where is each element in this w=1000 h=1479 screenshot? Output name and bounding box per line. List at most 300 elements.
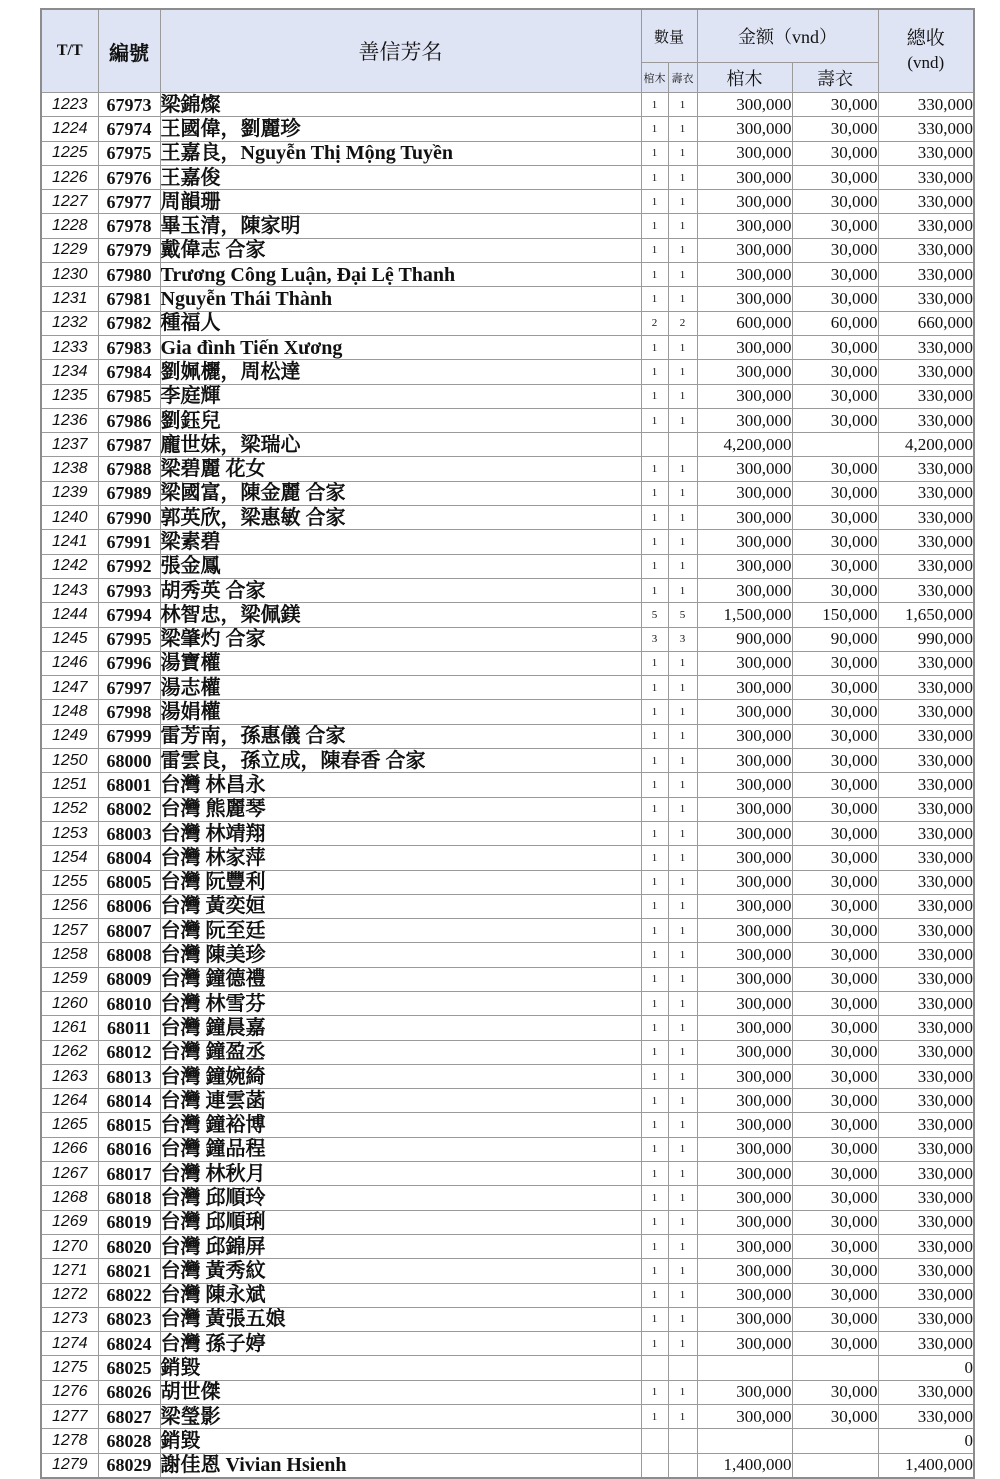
amount-coffin-cell: 300,000: [697, 1210, 792, 1234]
amount-shroud-cell: [792, 1453, 878, 1478]
amount-shroud-cell: 30,000: [792, 749, 878, 773]
tt-cell: 1226: [41, 165, 98, 189]
total-cell: 330,000: [878, 335, 974, 359]
total-cell: 330,000: [878, 724, 974, 748]
tt-cell: 1229: [41, 238, 98, 262]
qty-shroud-cell: 1: [668, 821, 697, 845]
qty-coffin-cell: 1: [641, 1380, 668, 1404]
amount-coffin-cell: 300,000: [697, 1283, 792, 1307]
amount-coffin-cell: 300,000: [697, 1259, 792, 1283]
code-cell: 67975: [98, 141, 160, 165]
donor-name-cell: 湯志權: [160, 676, 641, 700]
amount-shroud-cell: 30,000: [792, 919, 878, 943]
qty-shroud-cell: 1: [668, 1113, 697, 1137]
total-cell: 330,000: [878, 1089, 974, 1113]
total-cell: 330,000: [878, 797, 974, 821]
qty-coffin-cell: 1: [641, 894, 668, 918]
code-cell: 67999: [98, 724, 160, 748]
amount-coffin-cell: 300,000: [697, 1380, 792, 1404]
amount-shroud-cell: 30,000: [792, 1089, 878, 1113]
amount-coffin-cell: 300,000: [697, 676, 792, 700]
qty-coffin-cell: 1: [641, 1113, 668, 1137]
tt-cell: 1259: [41, 967, 98, 991]
qty-shroud-cell: 1: [668, 141, 697, 165]
amount-coffin-cell: 300,000: [697, 724, 792, 748]
amount-shroud-cell: 30,000: [792, 700, 878, 724]
header-qty-coffin: 棺木: [641, 63, 668, 93]
code-cell: 68013: [98, 1064, 160, 1088]
amount-coffin-cell: 300,000: [697, 1064, 792, 1088]
header-quantity: 數量: [641, 9, 697, 63]
qty-coffin-cell: 1: [641, 773, 668, 797]
tt-cell: 1265: [41, 1113, 98, 1137]
code-cell: 67995: [98, 627, 160, 651]
table-row: [41, 919, 974, 943]
table-row: [41, 1380, 974, 1404]
amount-coffin-cell: 1,400,000: [697, 1453, 792, 1478]
table-row: [41, 93, 974, 117]
donor-name-cell: 湯寶權: [160, 651, 641, 675]
qty-coffin-cell: 1: [641, 1186, 668, 1210]
donor-name-cell: 王嘉良，Nguyễn Thị Mộng Tuyền: [160, 141, 641, 165]
amount-shroud-cell: 30,000: [792, 214, 878, 238]
donor-name-cell: 台灣 林雪芬: [160, 991, 641, 1015]
amount-coffin-cell: 300,000: [697, 1162, 792, 1186]
donor-name-cell: 梁國富，陳金麗 合家: [160, 481, 641, 505]
table-row: [41, 214, 974, 238]
qty-coffin-cell: 1: [641, 1210, 668, 1234]
code-cell: 67989: [98, 481, 160, 505]
donor-name-cell: 台灣 黃奕姮: [160, 894, 641, 918]
amount-shroud-cell: 30,000: [792, 263, 878, 287]
amount-shroud-cell: 30,000: [792, 991, 878, 1015]
amount-shroud-cell: 30,000: [792, 335, 878, 359]
qty-coffin-cell: 1: [641, 141, 668, 165]
qty-shroud-cell: 1: [668, 360, 697, 384]
total-cell: 0: [878, 1429, 974, 1453]
total-cell: 330,000: [878, 1016, 974, 1040]
amount-coffin-cell: 300,000: [697, 1113, 792, 1137]
amount-coffin-cell: 300,000: [697, 919, 792, 943]
amount-coffin-cell: 300,000: [697, 165, 792, 189]
qty-coffin-cell: 1: [641, 1259, 668, 1283]
code-cell: 68012: [98, 1040, 160, 1064]
total-cell: 330,000: [878, 1405, 974, 1429]
amount-shroud-cell: 30,000: [792, 287, 878, 311]
amount-coffin-cell: 300,000: [697, 141, 792, 165]
code-cell: 68021: [98, 1259, 160, 1283]
code-cell: 67978: [98, 214, 160, 238]
donor-name-cell: 劉姵欐，周松達: [160, 360, 641, 384]
table-row: [41, 165, 974, 189]
tt-cell: 1240: [41, 506, 98, 530]
amount-coffin-cell: 300,000: [697, 1089, 792, 1113]
code-cell: 67985: [98, 384, 160, 408]
total-cell: 660,000: [878, 311, 974, 335]
amount-coffin-cell: 300,000: [697, 360, 792, 384]
table-row: [41, 117, 974, 141]
tt-cell: 1255: [41, 870, 98, 894]
total-cell: 330,000: [878, 821, 974, 845]
table-row: [41, 1307, 974, 1331]
donor-name-cell: 龐世妹，梁瑞心: [160, 433, 641, 457]
tt-cell: 1258: [41, 943, 98, 967]
amount-shroud-cell: 30,000: [792, 1016, 878, 1040]
qty-shroud-cell: 1: [668, 967, 697, 991]
donor-name-cell: 台灣 林家萍: [160, 846, 641, 870]
tt-cell: 1260: [41, 991, 98, 1015]
qty-coffin-cell: 1: [641, 481, 668, 505]
table-row: [41, 1040, 974, 1064]
amount-shroud-cell: 30,000: [792, 506, 878, 530]
amount-shroud-cell: 30,000: [792, 360, 878, 384]
donor-name-cell: 台灣 陳永斌: [160, 1283, 641, 1307]
table-row: [41, 190, 974, 214]
qty-coffin-cell: 1: [641, 724, 668, 748]
tt-cell: 1230: [41, 263, 98, 287]
table-row: [41, 846, 974, 870]
tt-cell: 1232: [41, 311, 98, 335]
tt-cell: 1278: [41, 1429, 98, 1453]
qty-coffin-cell: 1: [641, 870, 668, 894]
donor-name-cell: 胡世傑: [160, 1380, 641, 1404]
table-row: [41, 773, 974, 797]
total-cell: 330,000: [878, 1186, 974, 1210]
amount-coffin-cell: 300,000: [697, 457, 792, 481]
tt-cell: 1239: [41, 481, 98, 505]
tt-cell: 1270: [41, 1234, 98, 1258]
amount-shroud-cell: 30,000: [792, 165, 878, 189]
amount-coffin-cell: 300,000: [697, 943, 792, 967]
amount-shroud-cell: 30,000: [792, 1113, 878, 1137]
qty-shroud-cell: 1: [668, 651, 697, 675]
tt-cell: 1264: [41, 1089, 98, 1113]
header-qty-shroud: 壽衣: [668, 63, 697, 93]
amount-coffin-cell: 300,000: [697, 530, 792, 554]
total-cell: 330,000: [878, 1283, 974, 1307]
total-cell: 330,000: [878, 238, 974, 262]
donor-name-cell: 台灣 鐘品程: [160, 1137, 641, 1161]
tt-cell: 1274: [41, 1332, 98, 1356]
amount-coffin-cell: 300,000: [697, 117, 792, 141]
qty-shroud-cell: 1: [668, 676, 697, 700]
qty-shroud-cell: 1: [668, 506, 697, 530]
table-row: [41, 1089, 974, 1113]
table-row: [41, 1186, 974, 1210]
code-cell: 67998: [98, 700, 160, 724]
donor-name-cell: 梁瑩影: [160, 1405, 641, 1429]
tt-cell: 1225: [41, 141, 98, 165]
donor-name-cell: 台灣 阮至廷: [160, 919, 641, 943]
tt-cell: 1266: [41, 1137, 98, 1161]
qty-coffin-cell: 1: [641, 821, 668, 845]
qty-coffin-cell: 1: [641, 165, 668, 189]
table-body: [41, 93, 974, 1478]
amount-coffin-cell: 300,000: [697, 384, 792, 408]
amount-shroud-cell: 30,000: [792, 846, 878, 870]
table-row: [41, 943, 974, 967]
qty-shroud-cell: 1: [668, 773, 697, 797]
table-row: [41, 238, 974, 262]
code-cell: 68016: [98, 1137, 160, 1161]
amount-coffin-cell: 300,000: [697, 1405, 792, 1429]
tt-cell: 1224: [41, 117, 98, 141]
qty-coffin-cell: 1: [641, 1089, 668, 1113]
amount-shroud-cell: 30,000: [792, 190, 878, 214]
code-cell: 68000: [98, 749, 160, 773]
qty-coffin-cell: 5: [641, 603, 668, 627]
amount-shroud-cell: 30,000: [792, 481, 878, 505]
qty-shroud-cell: 1: [668, 1405, 697, 1429]
code-cell: 68001: [98, 773, 160, 797]
amount-coffin-cell: 300,000: [697, 846, 792, 870]
amount-shroud-cell: 30,000: [792, 773, 878, 797]
donation-table: [40, 8, 975, 1479]
code-cell: 68025: [98, 1356, 160, 1380]
qty-shroud-cell: 3: [668, 627, 697, 651]
qty-shroud-cell: 1: [668, 93, 697, 117]
amount-coffin-cell: 900,000: [697, 627, 792, 651]
code-cell: 68015: [98, 1113, 160, 1137]
donor-name-cell: 銷毀: [160, 1356, 641, 1380]
donor-name-cell: 台灣 黃張五娘: [160, 1307, 641, 1331]
tt-cell: 1231: [41, 287, 98, 311]
amount-shroud-cell: 30,000: [792, 1137, 878, 1161]
table-row: [41, 627, 974, 651]
tt-cell: 1249: [41, 724, 98, 748]
donor-name-cell: 台灣 邱錦屏: [160, 1234, 641, 1258]
amount-shroud-cell: 30,000: [792, 1210, 878, 1234]
donor-name-cell: 台灣 阮豐利: [160, 870, 641, 894]
total-cell: 330,000: [878, 1040, 974, 1064]
tt-cell: 1228: [41, 214, 98, 238]
table-row: [41, 554, 974, 578]
code-cell: 67987: [98, 433, 160, 457]
donor-name-cell: 張金鳳: [160, 554, 641, 578]
header-code: 編號: [98, 9, 160, 93]
qty-coffin-cell: 1: [641, 578, 668, 602]
donor-name-cell: 畢玉清，陳家明: [160, 214, 641, 238]
qty-coffin-cell: 1: [641, 1234, 668, 1258]
total-cell: 330,000: [878, 408, 974, 432]
amount-coffin-cell: 300,000: [697, 797, 792, 821]
donor-name-cell: Nguyễn Thái Thành: [160, 287, 641, 311]
qty-coffin-cell: 1: [641, 1016, 668, 1040]
code-cell: 68028: [98, 1429, 160, 1453]
amount-coffin-cell: 300,000: [697, 1234, 792, 1258]
qty-shroud-cell: 1: [668, 724, 697, 748]
qty-shroud-cell: [668, 1356, 697, 1380]
qty-coffin-cell: 1: [641, 1162, 668, 1186]
total-cell: 330,000: [878, 481, 974, 505]
table-row: [41, 1210, 974, 1234]
total-cell: 330,000: [878, 214, 974, 238]
donor-name-cell: 銷毀: [160, 1429, 641, 1453]
total-cell: 330,000: [878, 384, 974, 408]
donor-name-cell: 台灣 陳美珍: [160, 943, 641, 967]
total-cell: 4,200,000: [878, 433, 974, 457]
amount-shroud-cell: 30,000: [792, 894, 878, 918]
tt-cell: 1275: [41, 1356, 98, 1380]
tt-cell: 1277: [41, 1405, 98, 1429]
total-cell: 330,000: [878, 870, 974, 894]
table-row: [41, 384, 974, 408]
amount-coffin-cell: 300,000: [697, 578, 792, 602]
code-cell: 68002: [98, 797, 160, 821]
qty-coffin-cell: 1: [641, 214, 668, 238]
qty-shroud-cell: 1: [668, 797, 697, 821]
amount-coffin-cell: 300,000: [697, 554, 792, 578]
code-cell: 67984: [98, 360, 160, 384]
qty-coffin-cell: 1: [641, 117, 668, 141]
code-cell: 68020: [98, 1234, 160, 1258]
qty-coffin-cell: 1: [641, 943, 668, 967]
qty-coffin-cell: 1: [641, 651, 668, 675]
total-cell: 330,000: [878, 554, 974, 578]
code-cell: 67986: [98, 408, 160, 432]
donor-name-cell: 台灣 林靖翔: [160, 821, 641, 845]
total-cell: 330,000: [878, 1064, 974, 1088]
amount-shroud-cell: [792, 1356, 878, 1380]
total-cell: 330,000: [878, 676, 974, 700]
qty-shroud-cell: 1: [668, 554, 697, 578]
amount-shroud-cell: 30,000: [792, 821, 878, 845]
tt-cell: 1242: [41, 554, 98, 578]
qty-shroud-cell: 1: [668, 117, 697, 141]
qty-coffin-cell: 1: [641, 676, 668, 700]
total-cell: 330,000: [878, 190, 974, 214]
code-cell: 67976: [98, 165, 160, 189]
qty-shroud-cell: [668, 433, 697, 457]
qty-shroud-cell: 5: [668, 603, 697, 627]
code-cell: 67981: [98, 287, 160, 311]
amount-coffin-cell: 300,000: [697, 894, 792, 918]
qty-coffin-cell: [641, 1453, 668, 1478]
amount-coffin-cell: 300,000: [697, 749, 792, 773]
table-row: [41, 1234, 974, 1258]
amount-shroud-cell: 30,000: [792, 554, 878, 578]
tt-cell: 1262: [41, 1040, 98, 1064]
table-row: [41, 141, 974, 165]
amount-shroud-cell: 30,000: [792, 943, 878, 967]
amount-shroud-cell: 30,000: [792, 1307, 878, 1331]
qty-coffin-cell: [641, 1429, 668, 1453]
tt-cell: 1244: [41, 603, 98, 627]
tt-cell: 1257: [41, 919, 98, 943]
code-cell: 67990: [98, 506, 160, 530]
amount-shroud-cell: 30,000: [792, 530, 878, 554]
tt-cell: 1245: [41, 627, 98, 651]
total-cell: 330,000: [878, 457, 974, 481]
donor-name-cell: 周韻珊: [160, 190, 641, 214]
code-cell: 68003: [98, 821, 160, 845]
qty-shroud-cell: 1: [668, 481, 697, 505]
qty-coffin-cell: 1: [641, 1064, 668, 1088]
amount-coffin-cell: 300,000: [697, 1040, 792, 1064]
donor-name-cell: 胡秀英 合家: [160, 578, 641, 602]
code-cell: 67992: [98, 554, 160, 578]
total-cell: 330,000: [878, 578, 974, 602]
amount-coffin-cell: 300,000: [697, 335, 792, 359]
qty-coffin-cell: 1: [641, 287, 668, 311]
amount-shroud-cell: 30,000: [792, 651, 878, 675]
donor-name-cell: 梁錦燦: [160, 93, 641, 117]
qty-shroud-cell: 1: [668, 919, 697, 943]
qty-shroud-cell: 1: [668, 384, 697, 408]
amount-shroud-cell: 60,000: [792, 311, 878, 335]
amount-shroud-cell: 30,000: [792, 1040, 878, 1064]
donor-name-cell: 戴偉志 合家: [160, 238, 641, 262]
table-row: [41, 967, 974, 991]
qty-shroud-cell: 1: [668, 1234, 697, 1258]
amount-shroud-cell: 30,000: [792, 1064, 878, 1088]
qty-shroud-cell: 1: [668, 335, 697, 359]
total-cell: 330,000: [878, 93, 974, 117]
qty-coffin-cell: 1: [641, 1332, 668, 1356]
table-row: [41, 578, 974, 602]
qty-shroud-cell: 1: [668, 1040, 697, 1064]
header-amount-shroud: 壽衣: [792, 63, 878, 93]
qty-shroud-cell: 1: [668, 1259, 697, 1283]
total-cell: 330,000: [878, 1259, 974, 1283]
table-row: [41, 797, 974, 821]
qty-shroud-cell: 1: [668, 1089, 697, 1113]
code-cell: 68011: [98, 1016, 160, 1040]
qty-shroud-cell: 1: [668, 846, 697, 870]
table-row: [41, 700, 974, 724]
total-cell: 330,000: [878, 967, 974, 991]
table-row: [41, 1356, 974, 1380]
total-cell: 330,000: [878, 530, 974, 554]
qty-shroud-cell: [668, 1453, 697, 1478]
amount-shroud-cell: 30,000: [792, 1380, 878, 1404]
amount-coffin-cell: 300,000: [697, 700, 792, 724]
qty-coffin-cell: 1: [641, 360, 668, 384]
donor-name-cell: 王國偉，劉麗珍: [160, 117, 641, 141]
qty-coffin-cell: 1: [641, 554, 668, 578]
qty-shroud-cell: 1: [668, 870, 697, 894]
total-cell: 330,000: [878, 360, 974, 384]
code-cell: 68014: [98, 1089, 160, 1113]
amount-shroud-cell: 30,000: [792, 724, 878, 748]
amount-shroud-cell: 30,000: [792, 238, 878, 262]
tt-cell: 1238: [41, 457, 98, 481]
amount-coffin-cell: 300,000: [697, 1307, 792, 1331]
donor-name-cell: Gia đình Tiến Xương: [160, 335, 641, 359]
qty-coffin-cell: [641, 433, 668, 457]
amount-shroud-cell: 30,000: [792, 457, 878, 481]
code-cell: 67974: [98, 117, 160, 141]
tt-cell: 1223: [41, 93, 98, 117]
qty-coffin-cell: 1: [641, 530, 668, 554]
header-donor-name: 善信芳名: [160, 9, 641, 93]
tt-cell: 1261: [41, 1016, 98, 1040]
total-cell: 1,650,000: [878, 603, 974, 627]
table-row: [41, 335, 974, 359]
total-cell: 330,000: [878, 1332, 974, 1356]
total-cell: 330,000: [878, 263, 974, 287]
tt-cell: 1236: [41, 408, 98, 432]
qty-shroud-cell: 1: [668, 943, 697, 967]
code-cell: 68006: [98, 894, 160, 918]
total-cell: 330,000: [878, 919, 974, 943]
code-cell: 67979: [98, 238, 160, 262]
total-cell: 330,000: [878, 165, 974, 189]
amount-coffin-cell: 300,000: [697, 1332, 792, 1356]
qty-shroud-cell: 1: [668, 165, 697, 189]
tt-cell: 1247: [41, 676, 98, 700]
code-cell: 68010: [98, 991, 160, 1015]
